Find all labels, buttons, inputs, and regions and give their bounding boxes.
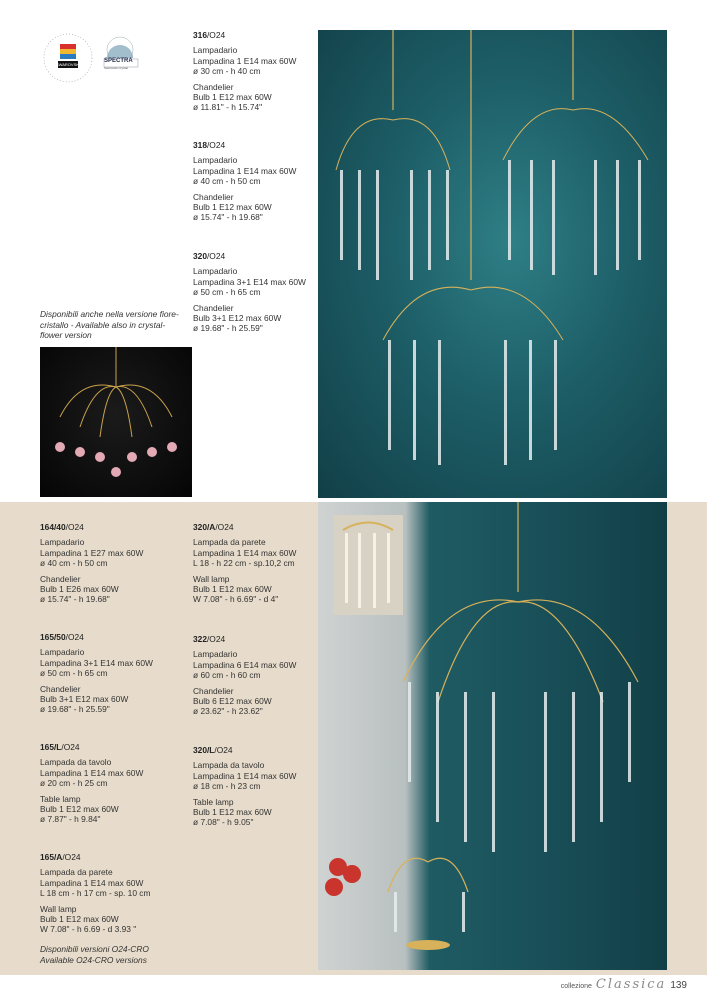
product-spec-en: Bulb 1 E12 max 60W xyxy=(193,202,272,213)
footer-collection-script: Classica xyxy=(595,977,667,992)
wall-lamp-icon xyxy=(333,515,403,615)
product-dim-en: ø 23.62" - h 23.62" xyxy=(193,706,263,717)
product-name-en: Wall lamp xyxy=(40,903,77,914)
product-165-l xyxy=(40,742,190,825)
product-name-it: Lampadario xyxy=(40,647,85,658)
chandeliers-icon xyxy=(318,30,667,498)
product-name-en: Table lamp xyxy=(193,796,234,807)
product-dim-it: ø 60 cm - h 60 cm xyxy=(193,670,261,681)
product-spec-en: Bulb 1 E12 max 60W xyxy=(40,914,119,925)
product-code: 165/A/O24 xyxy=(40,852,81,862)
product-spec-it: Lampadina 1 E14 max 60W xyxy=(40,767,144,778)
product-dim-en: ø 7.08" - h 9.05" xyxy=(193,817,254,828)
wall-lamp-photo xyxy=(333,515,403,615)
product-name-it: Lampadario xyxy=(193,266,238,277)
brand-logos xyxy=(40,30,160,90)
product-spec-en: Bulb 1 E12 max 60W xyxy=(40,804,119,815)
product-spec-it: Lampadina 1 E14 max 60W xyxy=(193,547,297,558)
product-code: 316/O24 xyxy=(193,30,226,40)
product-dim-it: L 18 - h 22 cm - sp.10,2 cm xyxy=(193,558,295,569)
product-320-a xyxy=(193,522,315,605)
flower-version-note: Disponibili anche nella versione fiore-cristallo - Available also in crystal-flower version xyxy=(40,309,179,341)
product-spec-it: Lampadina 1 E27 max 60W xyxy=(40,547,144,558)
product-318 xyxy=(193,140,315,223)
product-dim-it: L 18 cm - h 17 cm - sp. 10 cm xyxy=(40,888,151,899)
product-name-en: Table lamp xyxy=(40,793,81,804)
product-spec-it: Lampadina 1 E14 max 60W xyxy=(193,165,297,176)
product-dim-en: W 7.08" - h 6.69" - d 4" xyxy=(193,594,279,605)
product-spec-en: Bulb 3+1 E12 max 60W xyxy=(40,694,129,705)
chandelier-icon xyxy=(40,347,192,497)
product-code: 165/L/O24 xyxy=(40,742,80,752)
page-number: 139 xyxy=(670,980,687,991)
cro-versions-note: Disponibili versioni O24-CRO Available O24-CRO versions xyxy=(40,944,149,965)
product-165-a xyxy=(40,852,190,935)
product-spec-it: Lampadina 1 E14 max 60W xyxy=(193,770,297,781)
product-name-it: Lampada da tavolo xyxy=(40,757,112,768)
product-dim-en: ø 15.74" - h 19.68" xyxy=(40,594,110,605)
product-spec-it: Lampadina 3+1 E14 max 60W xyxy=(193,276,306,287)
product-dim-en: W 7.08" - h 6.69 - d 3.93 " xyxy=(40,924,137,935)
product-name-it: Lampada da parete xyxy=(40,867,113,878)
swarovski-seal-icon xyxy=(40,30,160,90)
product-spec-en: Bulb 1 E12 max 60W xyxy=(193,584,272,595)
product-322 xyxy=(193,634,315,717)
crystal-flower-photo xyxy=(40,347,192,497)
product-name-it: Lampadario xyxy=(193,155,238,166)
product-spec-it: Lampadina 1 E14 max 60W xyxy=(193,55,297,66)
product-code: 318/O24 xyxy=(193,140,226,150)
chandelier-photo-top xyxy=(318,30,667,498)
product-name-en: Chandelier xyxy=(193,191,234,202)
product-165-50 xyxy=(40,632,190,715)
product-dim-it: ø 20 cm - h 25 cm xyxy=(40,778,108,789)
product-dim-en: ø 7.87" - h 9.84" xyxy=(40,814,101,825)
product-name-en: Wall lamp xyxy=(193,573,230,584)
product-code: 165/50/O24 xyxy=(40,632,84,642)
product-name-en: Chandelier xyxy=(40,573,81,584)
product-name-it: Lampadario xyxy=(193,45,238,56)
product-name-en: Chandelier xyxy=(193,81,234,92)
product-name-en: Chandelier xyxy=(193,302,234,313)
product-spec-it: Lampadina 1 E14 max 60W xyxy=(40,877,144,888)
page-footer xyxy=(561,977,687,992)
product-spec-en: Bulb 1 E26 max 60W xyxy=(40,584,119,595)
product-code: 320/O24 xyxy=(193,251,226,261)
product-dim-it: ø 18 cm - h 23 cm xyxy=(193,781,261,792)
product-spec-it: Lampadina 6 E14 max 60W xyxy=(193,659,297,670)
product-320-l xyxy=(193,745,315,828)
product-dim-en: ø 15.74" - h 19.68" xyxy=(193,212,263,223)
product-dim-it: ø 40 cm - h 50 cm xyxy=(40,558,108,569)
product-spec-en: Bulb 6 E12 max 60W xyxy=(193,696,272,707)
product-name-it: Lampada da tavolo xyxy=(193,760,265,771)
product-dim-it: ø 50 cm - h 65 cm xyxy=(40,668,108,679)
product-320 xyxy=(193,251,317,334)
product-code: 322/O24 xyxy=(193,634,226,644)
footer-collection: collezione xyxy=(560,983,592,990)
product-dim-it: ø 30 cm - h 40 cm xyxy=(193,66,261,77)
product-spec-en: Bulb 1 E12 max 60W xyxy=(193,807,272,818)
product-dim-en: ø 11.81" - h 15.74" xyxy=(193,102,263,113)
product-name-en: Chandelier xyxy=(40,683,81,694)
product-164-40 xyxy=(40,522,190,605)
product-dim-en: ø 19.68" - h 25.59" xyxy=(193,323,263,334)
spectra-logo-sub: Swarovski Crystal xyxy=(104,66,128,70)
product-dim-en: ø 19.68" - h 25.59" xyxy=(40,704,110,715)
product-name-it: Lampada da parete xyxy=(193,537,266,548)
product-spec-it: Lampadina 3+1 E14 max 60W xyxy=(40,657,153,668)
product-code: 164/40/O24 xyxy=(40,522,84,532)
svg-text:SWAROVSKI: SWAROVSKI xyxy=(55,62,81,67)
product-name-it: Lampadario xyxy=(40,537,85,548)
product-name-it: Lampadario xyxy=(193,649,238,660)
product-dim-it: ø 50 cm - h 65 cm xyxy=(193,287,261,298)
product-316 xyxy=(193,30,315,113)
product-spec-en: Bulb 1 E12 max 60W xyxy=(193,92,272,103)
product-code: 320/A/O24 xyxy=(193,522,234,532)
product-dim-it: ø 40 cm - h 50 cm xyxy=(193,176,261,187)
spectra-logo-name: SPECTRA xyxy=(104,58,133,64)
product-name-en: Chandelier xyxy=(193,685,234,696)
product-code: 320/L/O24 xyxy=(193,745,233,755)
product-spec-en: Bulb 3+1 E12 max 60W xyxy=(193,313,282,324)
